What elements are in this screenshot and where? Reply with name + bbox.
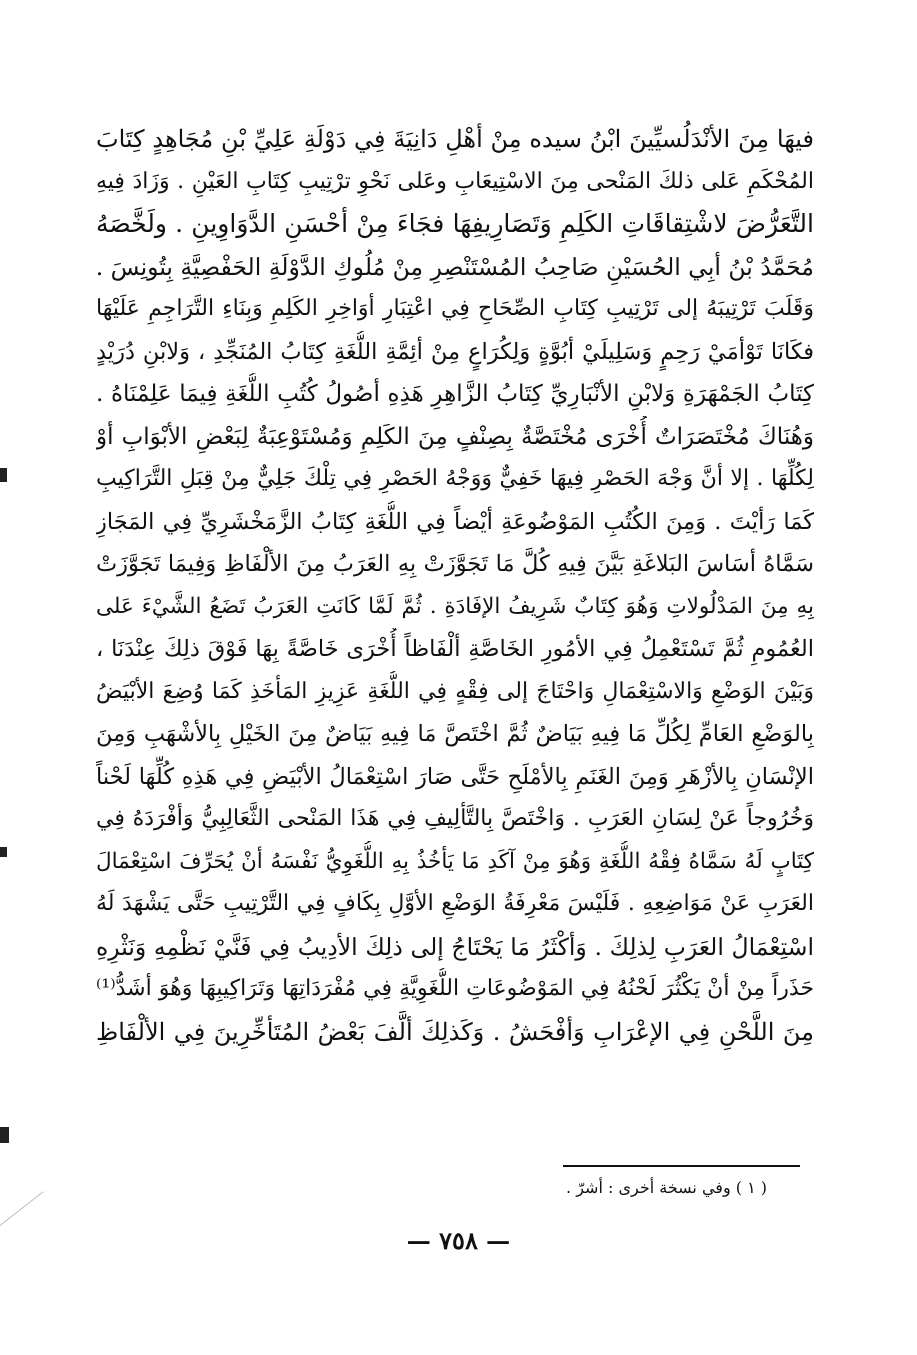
text-line: كَمَا رَأيْتَ . وَمِنَ الكُتُبِ المَوْضُوعَةِ أيْضاً فِي اللُّغَةِ كِتَابُ الزَّمَخْشَرِيِّ فِي المَجَازِ bbox=[96, 508, 814, 535]
text-line: مُحَمَّدُ بْنُ أبِي الحُسَيْنِ صَاحِبُ المُسْتَنْصِرِ مِنْ مُلُوكِ الدَّوْلَةِ الحَفْصِيَّةِ بِتُونِسَ . bbox=[96, 252, 814, 281]
text-line: مِنَ اللَّحْنِ فِي الإعْرَابِ وَأفْحَشُ . وَكَذلِكَ ألَّفَ بَعْضُ المُتَأخِّرِينَ فِي الألْفَاظِ bbox=[96, 1017, 814, 1046]
text-line: العَرَبِ عَنْ مَوَاضِعِهِ . فَلَيْسَ مَعْرِفَةُ الوَضْعِ الأوَّلِ بِكَافٍ فِي التَّرْتِيبِ حَتَّى يَشْهَدَ لَهُ bbox=[96, 891, 814, 916]
main-text-block bbox=[96, 118, 814, 1053]
text-line: كِتَابٍ لَهُ سَمَّاهُ فِقْهُ اللُّغَةِ وَهُوَ مِنْ آكَدِ مَا يَأخُذُ بِهِ اللُّغَوِيُّ نَفْسَهُ أنْ يُحَرِّفَ اسْتِعْمَالَ bbox=[96, 848, 814, 874]
text-line: لِكُلِّهَا . إلا أنَّ وَجْهَ الحَصْرِ فِيهَا خَفِيٌّ وَوَجْهُ الحَصْرِ فِي تِلْكَ جَلِيٌّ مِنْ قِبَلِ التَّرَاكِيبِ bbox=[96, 466, 814, 491]
text-line: المُحْكَمِ عَلى ذلكَ المَنْحى مِنَ الاسْتِيعَابِ وعَلى نَحْوِ ترْتِيبِ كِتَابِ العَيْنِ . وَزَادَ فِيهِ bbox=[96, 168, 814, 194]
scan-margin-mark bbox=[0, 1127, 9, 1143]
text-line: حَذَراً مِنْ أنْ يَكْثُرَ لَحْنُهُ فِي المَوْضُوعَاتِ اللُّغَوِيَّةِ فِي مُفْرَدَاتِهَا وَتَرَاكِيبِهَا وَهُوَ أشَدُّ⁽¹⁾ bbox=[96, 976, 814, 1001]
footnote: ( ١ ) وفي نسخة أخرى : أشرّ . bbox=[566, 1178, 767, 1197]
page-number: — ٧٥٨ — bbox=[406, 1226, 511, 1255]
text-line: وَقَلَبَ تَرْتِيبَهُ إلى تَرْتِيبِ كِتَابِ الصِّحَاحِ فِي اعْتِبَارِ أوَاخِرِ الكَلِمِ وَبِنَاءِ التَّرَاجِمِ عَلَيْهَا bbox=[96, 296, 814, 321]
text-line: الإنْسَانِ بِالأزْهَرِ وَمِنَ الغَنَمِ بِالأمْلَحِ حَتَّى صَارَ اسْتِعْمَالُ الأبْيَضِ فِي هَذِهِ كُلِّهَا لَحْناً bbox=[96, 763, 814, 790]
text-line: وَخُرُوجاً عَنْ لِسَانِ العَرَبِ . وَاخْتَصَّ بِالتَّألِيفِ فِي هَذَا المَنْحى الثَّعَالِبِيُّ وَأفْرَدَهُ فِي bbox=[96, 806, 814, 831]
text-line: كِتَابُ الجَمْهَرَةِ وَلابْنِ الأنْبَارِيِّ كِتَابُ الزَّاهِرِ هَذِهِ أصُولُ كُتُبِ اللُّغَةِ فِيمَا عَلِمْنَاهُ . bbox=[96, 381, 814, 407]
text-line: فيهَا مِنَ الأنْدَلُسيِّينَ ابْنُ سيده مِنْ أهْلِ دَانِيَةَ فِي دَوْلَةِ عَلِيِّ بْنِ مُجَاهِدٍ كِتَابَ bbox=[96, 125, 814, 153]
scan-margin-mark bbox=[0, 468, 7, 482]
text-line: فكَانَا تَوْأمَيْ رَحِمٍ وَسَلِيلَيْ أبُوَّةٍ وَلِكُرَاعٍ مِنْ أئِمَّةِ اللُّغَةِ كِتَابُ المُنَجِّدِ ، وَلابْنِ دُرَيْدٍ bbox=[96, 338, 814, 365]
text-line: بِالوَضْعِ العَامِّ لِكُلِّ مَا فِيهِ بَيَاضٌ ثُمَّ اخْتَصَّ مَا فِيهِ بَيَاضٌ مِنَ الخَيْلِ بِالأشْهَبِ وَمِنَ bbox=[96, 721, 814, 747]
text-line: وَبَيْنَ الوَضْعِ وَالاسْتِعْمَالِ وَاحْتَاجَ إلى فِقْهٍ فِي اللُّغَةِ عَزِيزِ المَأخَذِ كَمَا وُضِعَ الأبْيَضُ bbox=[96, 678, 814, 704]
text-line: التَّعَرُّضَ لاشْتِقاقَاتِ الكَلِمِ وَتَصَارِيفِهَا فجَاءَ مِنْ أحْسَنِ الدَّوَاوِينِ . ولَخَّصَهُ bbox=[96, 209, 814, 238]
text-line: اسْتِعْمَالُ العَرَبِ لِذلِكَ . وَأكْثَرُ مَا يَحْتَاجُ إلى ذلِكَ الأدِيبُ فِي فَنَّيْ نَظْمِهِ وَنَثْرِهِ bbox=[96, 932, 814, 961]
text-line: وَهُنَاكَ مُخْتَصَرَاتٌ أُخْرَى مُخْتَصَّةٌ بِصِنْفٍ مِنَ الكَلِمِ وَمُسْتَوْعِبَةٌ لِبَعْضِ الأبْوَابِ أوْ bbox=[96, 423, 814, 450]
scan-corner-line bbox=[0, 1191, 44, 1226]
text-line: بِهِ مِنَ المَدْلُولاتِ وَهُوَ كِتَابٌ شَرِيفُ الإفَادَةِ . ثُمَّ لَمَّا كَانَتِ العَرَبُ تَضَعُ الشَّيْءَ عَلى bbox=[96, 593, 814, 619]
text-line: سَمَّاهُ أسَاسَ البَلاغَةِ بَيَّنَ فِيهِ كُلَّ مَا تَجَوَّزَتْ بِهِ العَرَبُ مِنَ الألْفَاظِ وَفِيمَا تَجَوَّزَتْ bbox=[96, 551, 814, 577]
scan-margin-mark bbox=[0, 847, 7, 857]
footnote-divider bbox=[563, 1165, 800, 1167]
text-line: العُمُومِ ثُمَّ تَسْتَعْمِلُ فِي الأمُورِ الخَاصَّةِ ألْفَاظاً أُخْرَى خَاصَّةً بِهَا فَوْقَ ذلِكَ عِنْدَنَا ، bbox=[96, 636, 814, 662]
